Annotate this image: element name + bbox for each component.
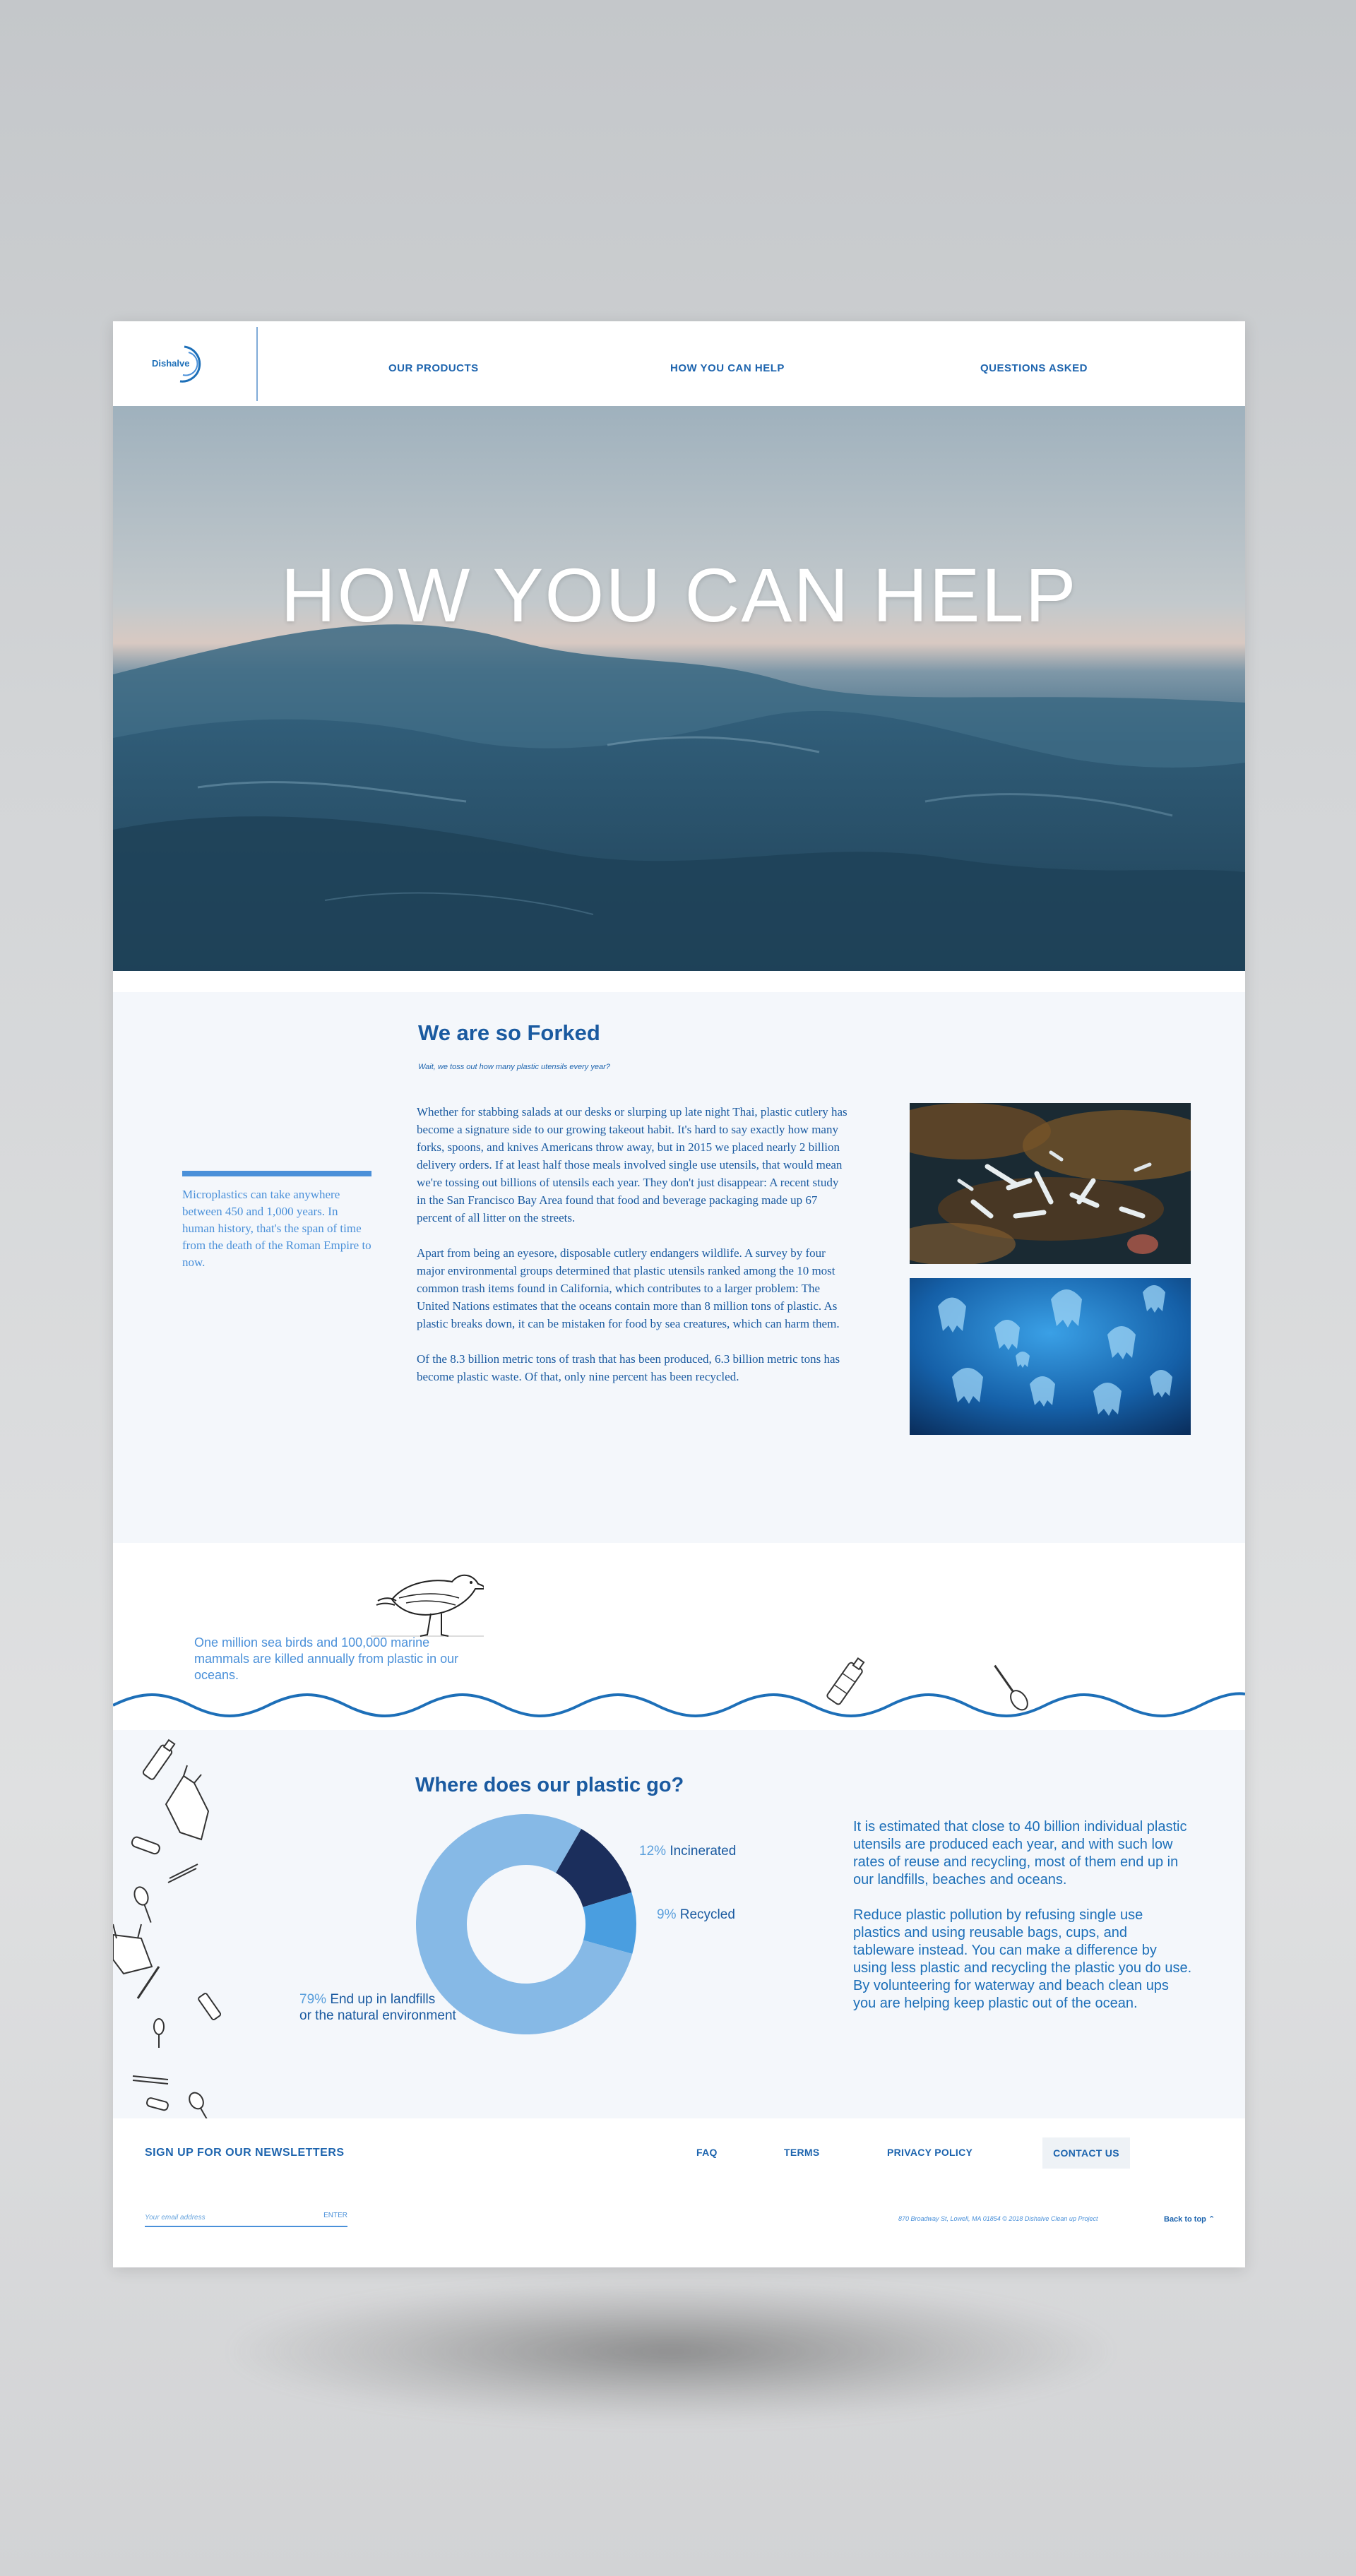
landfill-label	[299, 1991, 456, 2024]
landfill-percent: 79%	[299, 1992, 327, 2007]
footer-address: 870 Broadway St, Lowell, MA 01854 © 2018 Dishalve Clean up Project	[898, 2215, 1098, 2222]
seabird-note: One million sea birds and 100,000 marine mammals are killed annually from plastic in our oceans.	[194, 1635, 459, 1682]
recycled-label	[657, 1907, 735, 1923]
contact-us-button[interactable]: CONTACT US	[1042, 2137, 1130, 2169]
enter-button[interactable]: ENTER	[323, 2212, 347, 2219]
forked-paragraph: Of the 8.3 billion metric tons of trash that has been produced, 6.3 billion metric tons has become plastic waste. Of that, only nine percent has been recycled.	[417, 1352, 840, 1383]
footer-link-faq[interactable]: FAQ	[696, 2147, 718, 2158]
plastic-info-text	[853, 1818, 1192, 2030]
recycled-percent: 9%	[657, 1907, 677, 1922]
forked-title: We are so Forked	[418, 1020, 600, 1045]
bottle-icon	[826, 1656, 867, 1705]
hero-title: HOW YOU CAN HELP	[280, 552, 1078, 638]
email-input[interactable]	[145, 2210, 300, 2224]
plastic-bags-jellyfish-photo	[910, 1278, 1191, 1435]
landfill-text-line1: End up in landfills	[330, 1992, 436, 2007]
forked-section	[113, 992, 1245, 1543]
mockup-page	[113, 321, 1245, 2267]
ocean-photo	[113, 406, 1245, 971]
nav-our-products[interactable]: OUR PRODUCTS	[388, 362, 479, 374]
footer-link-privacy[interactable]: PRIVACY POLICY	[887, 2147, 973, 2158]
forked-body	[417, 1103, 848, 1403]
plastic-info-paragraph: It is estimated that close to 40 billion individual plastic utensils are produced each year, and with such low rates of reuse and recycling, most of them end up in our landfills, beaches and oceans.	[853, 1819, 1187, 1888]
plastic-trash-illustrations	[113, 1730, 254, 2118]
side-note: Microplastics can take anywhere between 450 and 1,000 years. In human history, that's the span of time from the death of the Roman Empire to now.	[182, 1188, 371, 1269]
incinerated-text: Incinerated	[670, 1844, 737, 1859]
forked-paragraph: Whether for stabbing salads at our desks or slurping up late night Thai, plastic cutlery has become a signature side to our growing takeout habit. It's hard to say exactly how many forks, spoons, and knives Americans throw away, but in 2015 we placed nearly 2 billion delivery orders. If at least half those meals involved single use utensils, that would mean we're tossing out billions of utensils each year. They don't just disappear: A recent study in the San Francisco Bay Area found that food and beverage packaging made up 67 percent of all litter on the streets.	[417, 1105, 848, 1224]
plastic-section	[113, 1730, 1245, 2118]
logo-text: Dishalve	[152, 358, 190, 369]
footer	[113, 2118, 1245, 2267]
forked-subtitle: Wait, we toss out how many plastic utensils every year?	[418, 1063, 610, 1071]
recycled-text: Recycled	[679, 1907, 735, 1922]
hero-banner	[113, 406, 1245, 971]
nav-divider	[256, 327, 258, 401]
incinerated-percent: 12%	[639, 1844, 667, 1859]
back-to-top-link[interactable]: Back to top ⌃	[1164, 2215, 1215, 2224]
plastic-debris-photo	[910, 1103, 1191, 1264]
wave-line-graphic	[113, 1649, 1245, 1727]
incinerated-label	[639, 1843, 736, 1859]
page-drop-shadow	[233, 2281, 1109, 2422]
nav-how-you-can-help[interactable]: HOW YOU CAN HELP	[670, 362, 785, 374]
landfill-text-line2: or the natural environment	[299, 2008, 456, 2023]
forked-paragraph: Apart from being an eyesore, disposable cutlery endangers wildlife. A survey by four major environmental groups determined that plastic utensils ranked among the 10 most common trash items found in California, which contributes to a larger problem: The United Nations estimates that the oceans contain more than 8 million tons of plastic. As plastic breaks down, it can be mistaken for food by sea creatures, which can harm them.	[417, 1246, 840, 1330]
newsletter-form	[145, 2210, 347, 2227]
newsletter-title: SIGN UP FOR OUR NEWSLETTERS	[145, 2147, 345, 2159]
spoon-icon	[989, 1662, 1030, 1713]
plastic-title: Where does our plastic go?	[415, 1774, 684, 1796]
seabird-section	[113, 1543, 1245, 1730]
top-nav	[113, 321, 1245, 406]
side-note-accent-bar	[182, 1171, 371, 1176]
nav-questions-asked[interactable]: QUESTIONS ASKED	[980, 362, 1088, 374]
seagull-icon	[371, 1550, 484, 1642]
plastic-info-paragraph: Reduce plastic pollution by refusing single use plastics and using reusable bags, cups, and tableware instead. You can make a difference by using less plastic and recycling the plastic you do use. By volunteering for waterway and beach clean ups you are helping keep plastic out of the ocean.	[853, 1907, 1192, 2011]
logo[interactable]	[152, 342, 208, 385]
footer-link-terms[interactable]: TERMS	[784, 2147, 820, 2158]
